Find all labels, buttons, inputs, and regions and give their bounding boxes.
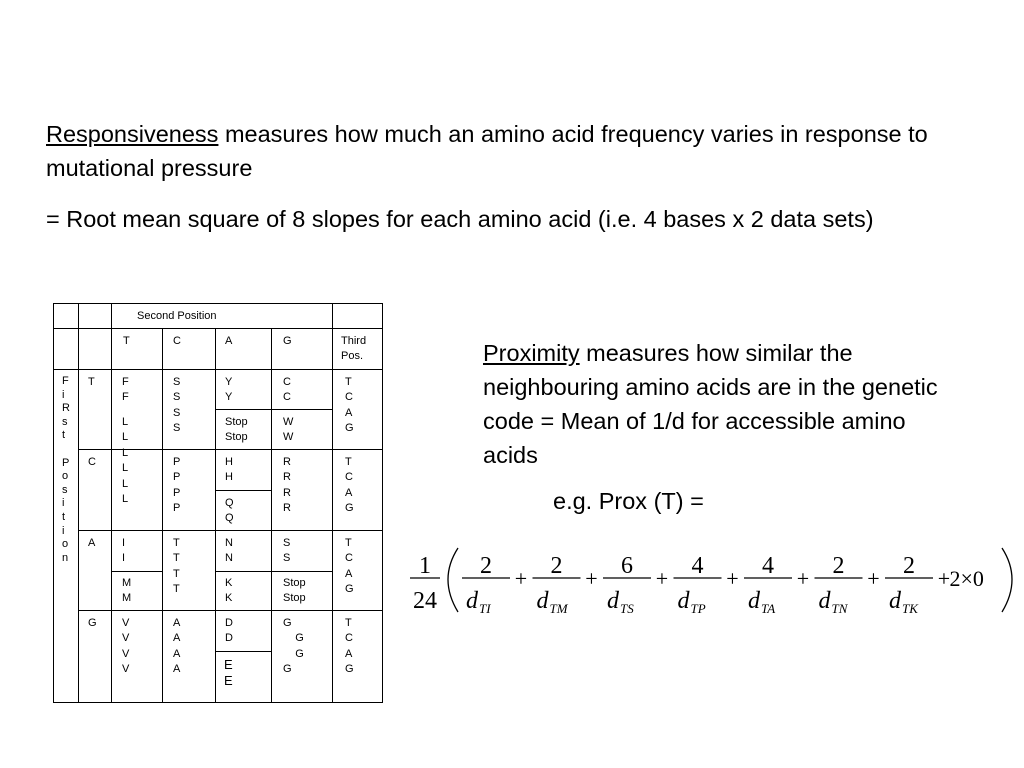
formula-plus-sign: + — [726, 566, 739, 591]
formula-term-d: d — [889, 588, 901, 614]
formula-plus-sign: + — [514, 566, 528, 591]
second-base-g: G — [283, 335, 292, 347]
codon-cell-tt-bottom: L L L L L L — [122, 416, 129, 506]
third-bases-row-t: T C A G — [345, 376, 354, 435]
codon-cell-ag-top: S S — [283, 537, 291, 565]
codon-cell-ga-bottom: E E — [224, 657, 233, 688]
codon-cell-ca-bottom: Q Q — [225, 497, 234, 525]
responsiveness-description: measures how much an amino acid frequency varies in response to mutational pressure — [46, 121, 928, 181]
proximity-formula — [400, 540, 1020, 620]
first-base-a: A — [88, 537, 96, 549]
formula-term-subscript: TI — [479, 601, 491, 616]
codon-cell-cc: P P P P — [173, 456, 181, 515]
formula-plus-sign: + — [796, 566, 810, 591]
codon-cell-at-top: I I — [122, 537, 126, 565]
first-base-c: C — [88, 456, 96, 468]
codon-cell-ga-top: D D — [225, 617, 233, 645]
formula-term-numerator: 4 — [691, 553, 704, 579]
formula-term-subscript: TK — [902, 601, 918, 616]
codon-cell-ca-top: H H — [225, 456, 233, 484]
proximity-description: measures how similar the neighbouring amino acids are in the genetic code = Mean of 1/d for accessible amino acids — [483, 340, 938, 468]
formula-term-numerator: 6 — [621, 553, 633, 579]
formula-plus-sign: + — [867, 566, 880, 591]
second-base-a: A — [225, 335, 233, 347]
proximity-term: Proximity — [483, 340, 580, 366]
third-bases-row-a: T C A G — [345, 537, 354, 596]
formula-term-d: d — [818, 588, 831, 614]
formula-term-numerator: 2 — [832, 553, 845, 579]
first-base-t: T — [88, 376, 95, 388]
second-position-header: Second Position — [137, 310, 217, 322]
third-bases-row-c: T C A G — [345, 456, 354, 515]
codon-cell-ta-bottom: Stop Stop — [225, 416, 248, 444]
formula-plus-sign: + — [585, 566, 598, 591]
codon-cell-tg-top: C C — [283, 376, 291, 404]
codon-cell-tt-top: F F — [122, 376, 129, 404]
codon-cell-ac: T T T T — [173, 537, 180, 596]
first-base-g: G — [88, 617, 97, 629]
formula-tail: 2×0 — [949, 566, 984, 591]
codon-cell-ta-top: Y Y — [225, 376, 233, 404]
codon-cell-at-bottom: M M — [122, 577, 132, 605]
codon-cell-tc: S S S S — [173, 376, 181, 435]
formula-right-paren — [1002, 548, 1012, 612]
codon-cell-aa-bottom: K K — [225, 577, 233, 605]
formula-term-numerator: 2 — [480, 553, 492, 579]
responsiveness-term: Responsiveness — [46, 121, 219, 147]
codon-cell-gt: V V V V — [122, 617, 130, 676]
formula-term-numerator: 4 — [762, 553, 774, 579]
codon-cell-tg-bottom: W W — [283, 416, 294, 444]
formula-term-subscript: TP — [690, 601, 706, 616]
formula-left-paren — [448, 548, 458, 612]
codon-cell-gc: A A A A — [173, 617, 181, 676]
formula-term-numerator: 2 — [550, 553, 563, 579]
formula-term-d: d — [536, 588, 549, 614]
formula-leading-numerator: 1 — [419, 553, 431, 579]
formula-plus-sign: + — [655, 566, 669, 591]
formula-leading-denominator: 24 — [413, 588, 437, 614]
formula-term-d: d — [466, 588, 478, 614]
first-position-header: F i R s t P o s i t i o n — [62, 375, 70, 564]
formula-term-subscript: TM — [549, 601, 568, 616]
formula-term-subscript: TA — [761, 601, 776, 616]
formula-plus-sign: + — [937, 566, 951, 591]
codon-cell-ag-bottom: Stop Stop — [283, 577, 306, 605]
codon-cell-gg: G G G G — [283, 617, 304, 676]
formula-term-d: d — [607, 588, 619, 614]
formula-term-numerator: 2 — [903, 553, 915, 579]
example-label: e.g. Prox (T) = — [553, 488, 704, 514]
responsiveness-paragraph — [46, 117, 986, 185]
formula-term-d: d — [748, 588, 760, 614]
responsiveness-definition: = Root mean square of 8 slopes for each amino acid (i.e. 4 bases x 2 data sets) — [46, 206, 874, 232]
second-base-c: C — [173, 335, 181, 347]
formula-term-subscript: TN — [831, 601, 848, 616]
codon-cell-cg: R R R R — [283, 456, 291, 515]
second-base-t: T — [123, 335, 130, 347]
formula-term-subscript: TS — [620, 601, 634, 616]
third-bases-row-g: T C A G — [345, 617, 354, 676]
proximity-paragraph — [483, 336, 963, 472]
formula-term-d: d — [677, 588, 690, 614]
codon-cell-aa-top: N N — [225, 537, 233, 565]
third-position-header: Third Pos. — [341, 335, 367, 363]
